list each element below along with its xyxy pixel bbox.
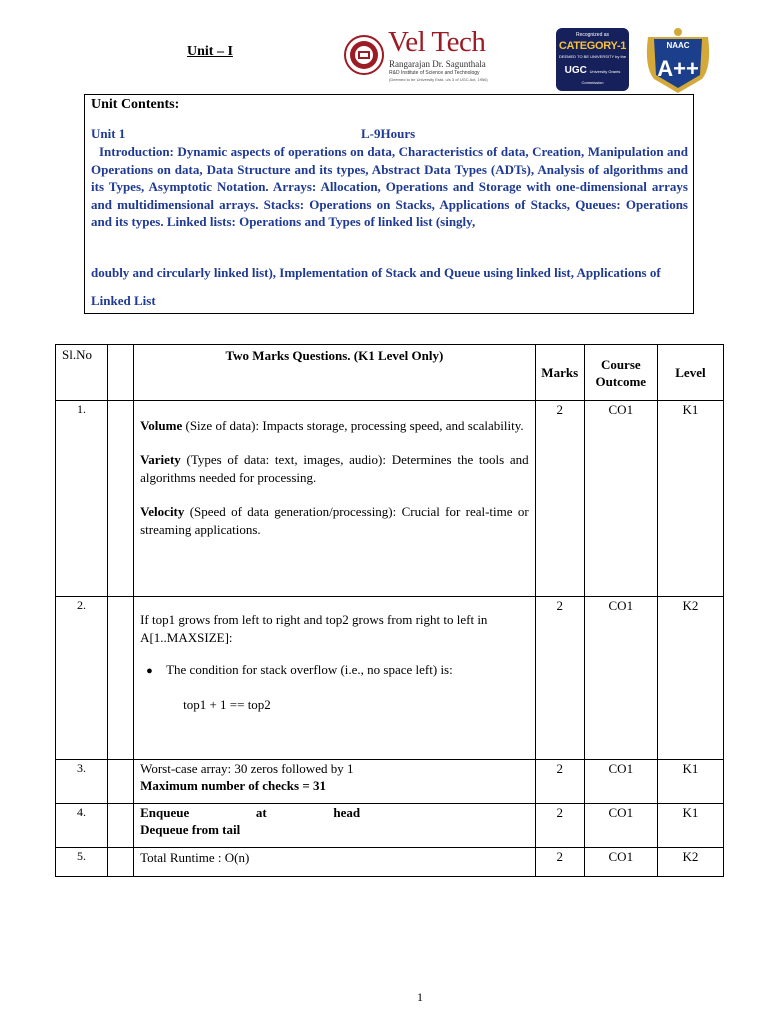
header-level: Level [657, 345, 723, 401]
header-course-outcome [584, 345, 657, 401]
veltech-name: Vel Tech [388, 26, 486, 58]
veltech-subtitle-2: R&D Institute of Science and Technology [389, 70, 480, 76]
veltech-logo [344, 26, 494, 84]
veltech-subtitle-3: (Deemed to be University Estd. u/s 3 of UGC Act, 1956) [389, 77, 488, 82]
row-number: 1. [56, 401, 108, 597]
answer-line-bold: Maximum number of checks = 31 [140, 778, 327, 793]
enqueue-word: head [333, 805, 361, 820]
co-cell: CO1 [584, 804, 657, 848]
unit-title: Unit – I [187, 44, 233, 59]
level-cell: K1 [657, 804, 723, 848]
unit-description: Introduction: Dynamic aspects of operations on data, Characteristics of data, Creation, Manipulation and Operations on data, Data Structure and its types, Abstract Data Types (ADTs), Analysis of algorithms and its Types, Asymptotic Notation. Arrays: Allocation, Operations and Storage with one-dimensional arrays and multidimensional arrays. Stacks: Operations on Stacks, Applications of Stacks, Queues: Operations and its types. Linked lists: Operations and Types of linked list (singly, [91, 144, 688, 230]
enqueue-word: at [255, 805, 267, 820]
header-sl-no: Sl.No [56, 345, 108, 401]
header-marks: Marks [535, 345, 584, 401]
row-number: 2. [56, 597, 108, 760]
header-course-outcome-text: Course Outcome [595, 356, 647, 389]
question-item [140, 417, 529, 435]
ugc-text: UGC [564, 65, 587, 76]
answer-line: Worst-case array: 30 zeros followed by 1 [140, 761, 354, 776]
row-blank [108, 760, 134, 804]
bullet-list [140, 661, 529, 679]
dequeue-line: Dequeue from tail [140, 822, 241, 837]
question-item [140, 451, 529, 487]
table-row [56, 401, 724, 597]
term-label: Volume [140, 418, 183, 433]
term-text: (Size of data): Impacts storage, processing speed, and scalability. [182, 418, 524, 433]
level-cell: K2 [657, 848, 723, 877]
bullet-icon: ● [146, 665, 153, 677]
marks-cell: 2 [535, 848, 584, 877]
table-row [56, 804, 724, 848]
marks-cell: 2 [535, 760, 584, 804]
page-number: 1 [417, 990, 423, 1004]
bullet-item [146, 661, 529, 679]
co-cell: CO1 [584, 760, 657, 804]
row-blank [108, 597, 134, 760]
header-blank [108, 345, 134, 401]
co-cell: CO1 [584, 401, 657, 597]
formula: top1 + 1 == top2 [183, 697, 271, 712]
row-number: 3. [56, 760, 108, 804]
unit-contents-box [84, 94, 694, 314]
row-blank [108, 401, 134, 597]
naac-badge [644, 27, 712, 95]
enqueue-line [140, 804, 360, 821]
naac-label: NAAC [666, 41, 690, 50]
row-blank [108, 848, 134, 877]
term-text: (Types of data: text, images, audio): Determines the tools and algorithms needed for processing. [140, 452, 529, 485]
questions-table [55, 344, 724, 877]
veltech-subtitle: Rangarajan Dr. Sagunthala [389, 59, 486, 69]
row-number: 5. [56, 848, 108, 877]
marks-cell: 2 [535, 401, 584, 597]
category-recognized-text: Recognized as [575, 32, 610, 38]
level-cell: K2 [657, 597, 723, 760]
naac-grade: A++ [657, 56, 699, 81]
row-blank [108, 804, 134, 848]
table-header-row [56, 345, 724, 401]
table-row [56, 597, 724, 760]
veltech-seal-icon [344, 30, 384, 80]
co-cell: CO1 [584, 597, 657, 760]
co-cell: CO1 [584, 848, 657, 877]
category-deemed-text: DEEMED TO BE UNIVERSITY by the [558, 54, 627, 59]
marks-cell: 2 [535, 804, 584, 848]
term-label: Variety [140, 452, 181, 467]
question-cell [134, 804, 536, 848]
ugc-subtext: University Grants Commission [581, 69, 621, 85]
enqueue-word: Enqueue [140, 805, 190, 820]
marks-cell: 2 [535, 597, 584, 760]
question-item [140, 503, 529, 539]
category-title: CATEGORY-1 [558, 40, 627, 52]
question-cell [134, 597, 536, 760]
contents-heading: Unit Contents: [91, 97, 180, 112]
unit-hours: L-9Hours [361, 126, 416, 141]
level-cell: K1 [657, 760, 723, 804]
term-text: (Speed of data generation/processing): Crucial for real-time or streaming applications. [140, 504, 529, 537]
term-label: Velocity [140, 504, 185, 519]
table-row [56, 760, 724, 804]
answer-line: Total Runtime : O(n) [140, 850, 250, 865]
ugc-label [556, 65, 629, 87]
question-intro: If top1 grows from left to right and top2 grows from right to left in A[1..MAXSIZE]: [140, 612, 488, 645]
question-cell [134, 401, 536, 597]
category-1-badge [556, 28, 629, 91]
header-question: Two Marks Questions. (K1 Level Only) [134, 345, 536, 401]
unit-description-continued: doubly and circularly linked list), Implementation of Stack and Queue using linked list, Applications of Linked List [91, 265, 661, 308]
bullet-text: The condition for stack overflow (i.e., no space left) is: [166, 662, 453, 677]
row-number: 4. [56, 804, 108, 848]
question-cell [134, 848, 536, 877]
level-cell: K1 [657, 401, 723, 597]
table-row [56, 848, 724, 877]
unit-label: Unit 1 [91, 126, 126, 141]
question-cell [134, 760, 536, 804]
